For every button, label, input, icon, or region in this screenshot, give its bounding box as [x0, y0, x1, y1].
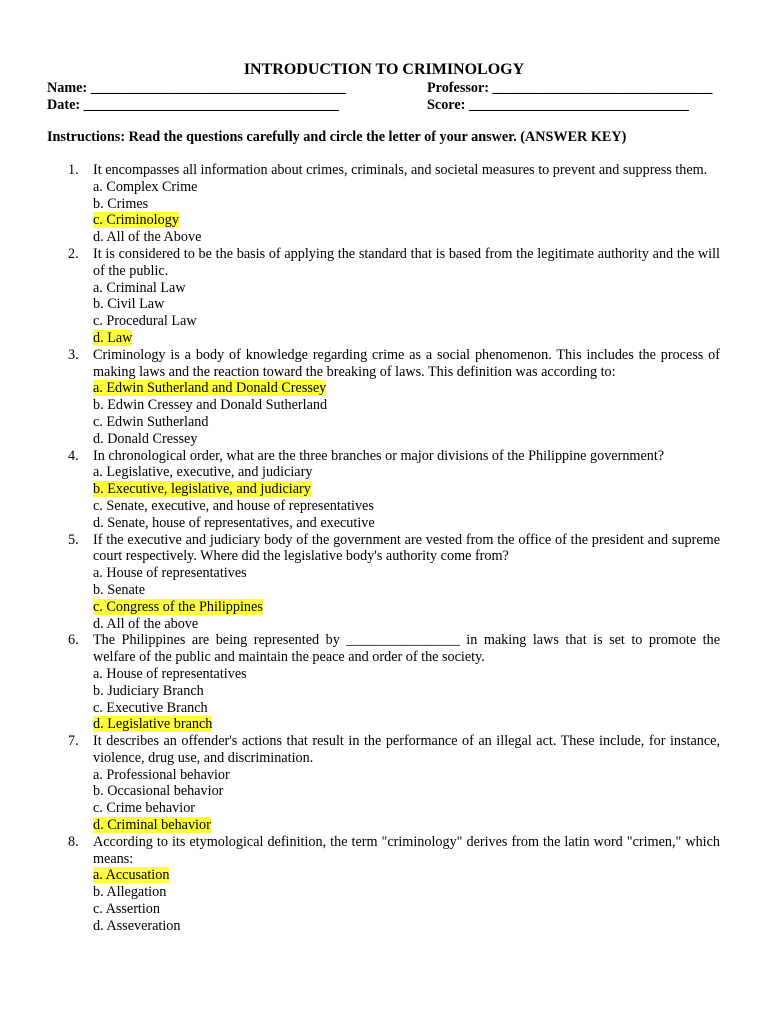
answer-option-correct[interactable]	[93, 330, 720, 347]
option-text: a. Professional behavior	[93, 766, 230, 783]
question-item	[68, 834, 720, 935]
option-text: b. Occasional behavior	[93, 783, 224, 800]
option-text: c. Congress of the Philippines	[93, 598, 263, 615]
option-text: d. Law	[93, 329, 133, 346]
option-text: c. Executive Branch	[93, 699, 208, 716]
option-text: b. Civil Law	[93, 296, 165, 313]
option-text: a. Edwin Sutherland and Donald Cressey	[93, 380, 327, 397]
question-number: 6.	[68, 632, 79, 649]
answer-option[interactable]	[93, 901, 720, 918]
answer-option[interactable]	[93, 683, 720, 700]
answer-option[interactable]	[93, 296, 720, 313]
answer-option[interactable]	[93, 464, 720, 481]
question-stem: According to its etymological definition, the term "criminology" derives from the latin word "crimen," which means:	[93, 833, 720, 867]
professor-label: Professor:	[427, 80, 489, 96]
answer-option[interactable]	[93, 800, 720, 817]
answer-option[interactable]	[93, 616, 720, 633]
option-text: d. All of the Above	[93, 229, 202, 246]
name-field	[47, 80, 346, 97]
answer-option[interactable]	[93, 397, 720, 414]
date-label: Date:	[47, 97, 81, 113]
answer-option[interactable]	[93, 431, 720, 448]
answer-option[interactable]	[93, 498, 720, 515]
option-text: d. Asseveration	[93, 917, 181, 934]
option-text: b. Crimes	[93, 195, 149, 212]
option-text: c. Crime behavior	[93, 800, 196, 817]
question-stem: It describes an offender's actions that result in the performance of an illegal act. These include, for instance, violence, drug use, and discrimination.	[93, 733, 720, 766]
question-number: 2.	[68, 245, 79, 262]
answer-option-correct[interactable]	[93, 481, 720, 498]
question-item	[68, 162, 720, 246]
question-item	[68, 632, 720, 733]
option-text: a. Accusation	[93, 867, 170, 884]
question-list	[68, 162, 720, 935]
answer-option[interactable]	[93, 414, 720, 431]
answer-option[interactable]	[93, 229, 720, 246]
option-text: d. Legislative branch	[93, 716, 213, 733]
question-number: 7.	[68, 733, 79, 750]
option-text: b. Executive, legislative, and judiciary	[93, 481, 311, 498]
score-field	[427, 97, 689, 114]
question-item	[68, 246, 720, 347]
option-text: d. Donald Cressey	[93, 430, 198, 447]
question-stem: Criminology is a body of knowledge regarding crime as a social phenomenon. This includes the process of making laws and the reaction toward the breaking of laws. This definition was according to:	[93, 346, 720, 380]
professor-field	[427, 80, 712, 97]
option-text: c. Edwin Sutherland	[93, 413, 209, 430]
question-stem: It encompasses all information about crimes, criminals, and societal measures to prevent and suppress them.	[93, 162, 708, 178]
option-text: b. Edwin Cressey and Donald Sutherland	[93, 397, 328, 414]
question-number: 8.	[68, 833, 79, 850]
option-text: c. Criminology	[93, 212, 179, 229]
question-number: 4.	[68, 447, 79, 464]
answer-option[interactable]	[93, 666, 720, 683]
option-text: c. Senate, executive, and house of representatives	[93, 497, 374, 514]
date-field	[47, 97, 339, 114]
answer-option[interactable]	[93, 515, 720, 532]
answer-option[interactable]	[93, 700, 720, 717]
question-item	[68, 532, 720, 633]
date-blank: ____________________________________	[83, 97, 340, 113]
question-stem: The Philippines are being represented by ________________ in making laws that is set to promote the welfare of the public and maintain the peace and order of the society.	[93, 632, 720, 666]
answer-option[interactable]	[93, 280, 720, 297]
professor-blank: _______________________________	[492, 80, 713, 96]
option-text: c. Assertion	[93, 901, 160, 918]
document-title: INTRODUCTION TO CRIMINOLOGY	[243, 61, 525, 78]
option-text: a. House of representatives	[93, 565, 247, 582]
score-label: Score:	[427, 97, 466, 113]
answer-option[interactable]	[93, 179, 720, 196]
option-text: b. Allegation	[93, 884, 167, 901]
option-text: c. Procedural Law	[93, 313, 197, 330]
answer-option-correct[interactable]	[93, 380, 720, 397]
answer-option-correct[interactable]	[93, 212, 720, 229]
question-stem: If the executive and judiciary body of the government are vested from the office of the president and supreme court respectively. Where did the legislative body's authority come from?	[93, 531, 720, 565]
answer-option-correct[interactable]	[93, 716, 720, 733]
question-item	[68, 448, 720, 532]
question-item	[68, 347, 720, 448]
option-text: d. All of the above	[93, 615, 199, 632]
question-number: 5.	[68, 531, 79, 548]
answer-option-correct[interactable]	[93, 817, 720, 834]
question-number: 3.	[68, 346, 79, 363]
answer-option-correct[interactable]	[93, 599, 720, 616]
option-text: a. Legislative, executive, and judiciary	[93, 464, 313, 481]
name-label: Name:	[47, 80, 88, 96]
answer-option-correct[interactable]	[93, 867, 720, 884]
answer-option[interactable]	[93, 313, 720, 330]
option-text: a. House of representatives	[93, 665, 247, 682]
answer-option[interactable]	[93, 783, 720, 800]
option-text: a. Complex Crime	[93, 178, 198, 195]
question-number: 1.	[68, 162, 79, 178]
option-text: b. Judiciary Branch	[93, 682, 204, 699]
question-item	[68, 733, 720, 834]
question-stem: It is considered to be the basis of applying the standard that is based from the legitimate authority and the will of the public.	[93, 245, 720, 279]
option-text: d. Senate, house of representatives, and executive	[93, 514, 375, 531]
answer-option[interactable]	[93, 884, 720, 901]
instructions: Instructions: Read the questions carefully and circle the letter of your answer. (ANSWER KEY)	[47, 129, 627, 145]
score-blank: _______________________________	[468, 97, 689, 113]
option-text: a. Criminal Law	[93, 279, 186, 296]
option-text: b. Senate	[93, 581, 146, 598]
answer-option[interactable]	[93, 582, 720, 599]
name-blank: ____________________________________	[90, 80, 347, 96]
answer-option[interactable]	[93, 918, 720, 935]
question-stem: In chronological order, what are the three branches or major divisions of the Philippine government?	[93, 447, 665, 464]
answer-option[interactable]	[93, 196, 720, 213]
answer-option[interactable]	[93, 565, 720, 582]
answer-option[interactable]	[93, 767, 720, 784]
option-text: d. Criminal behavior	[93, 817, 211, 834]
